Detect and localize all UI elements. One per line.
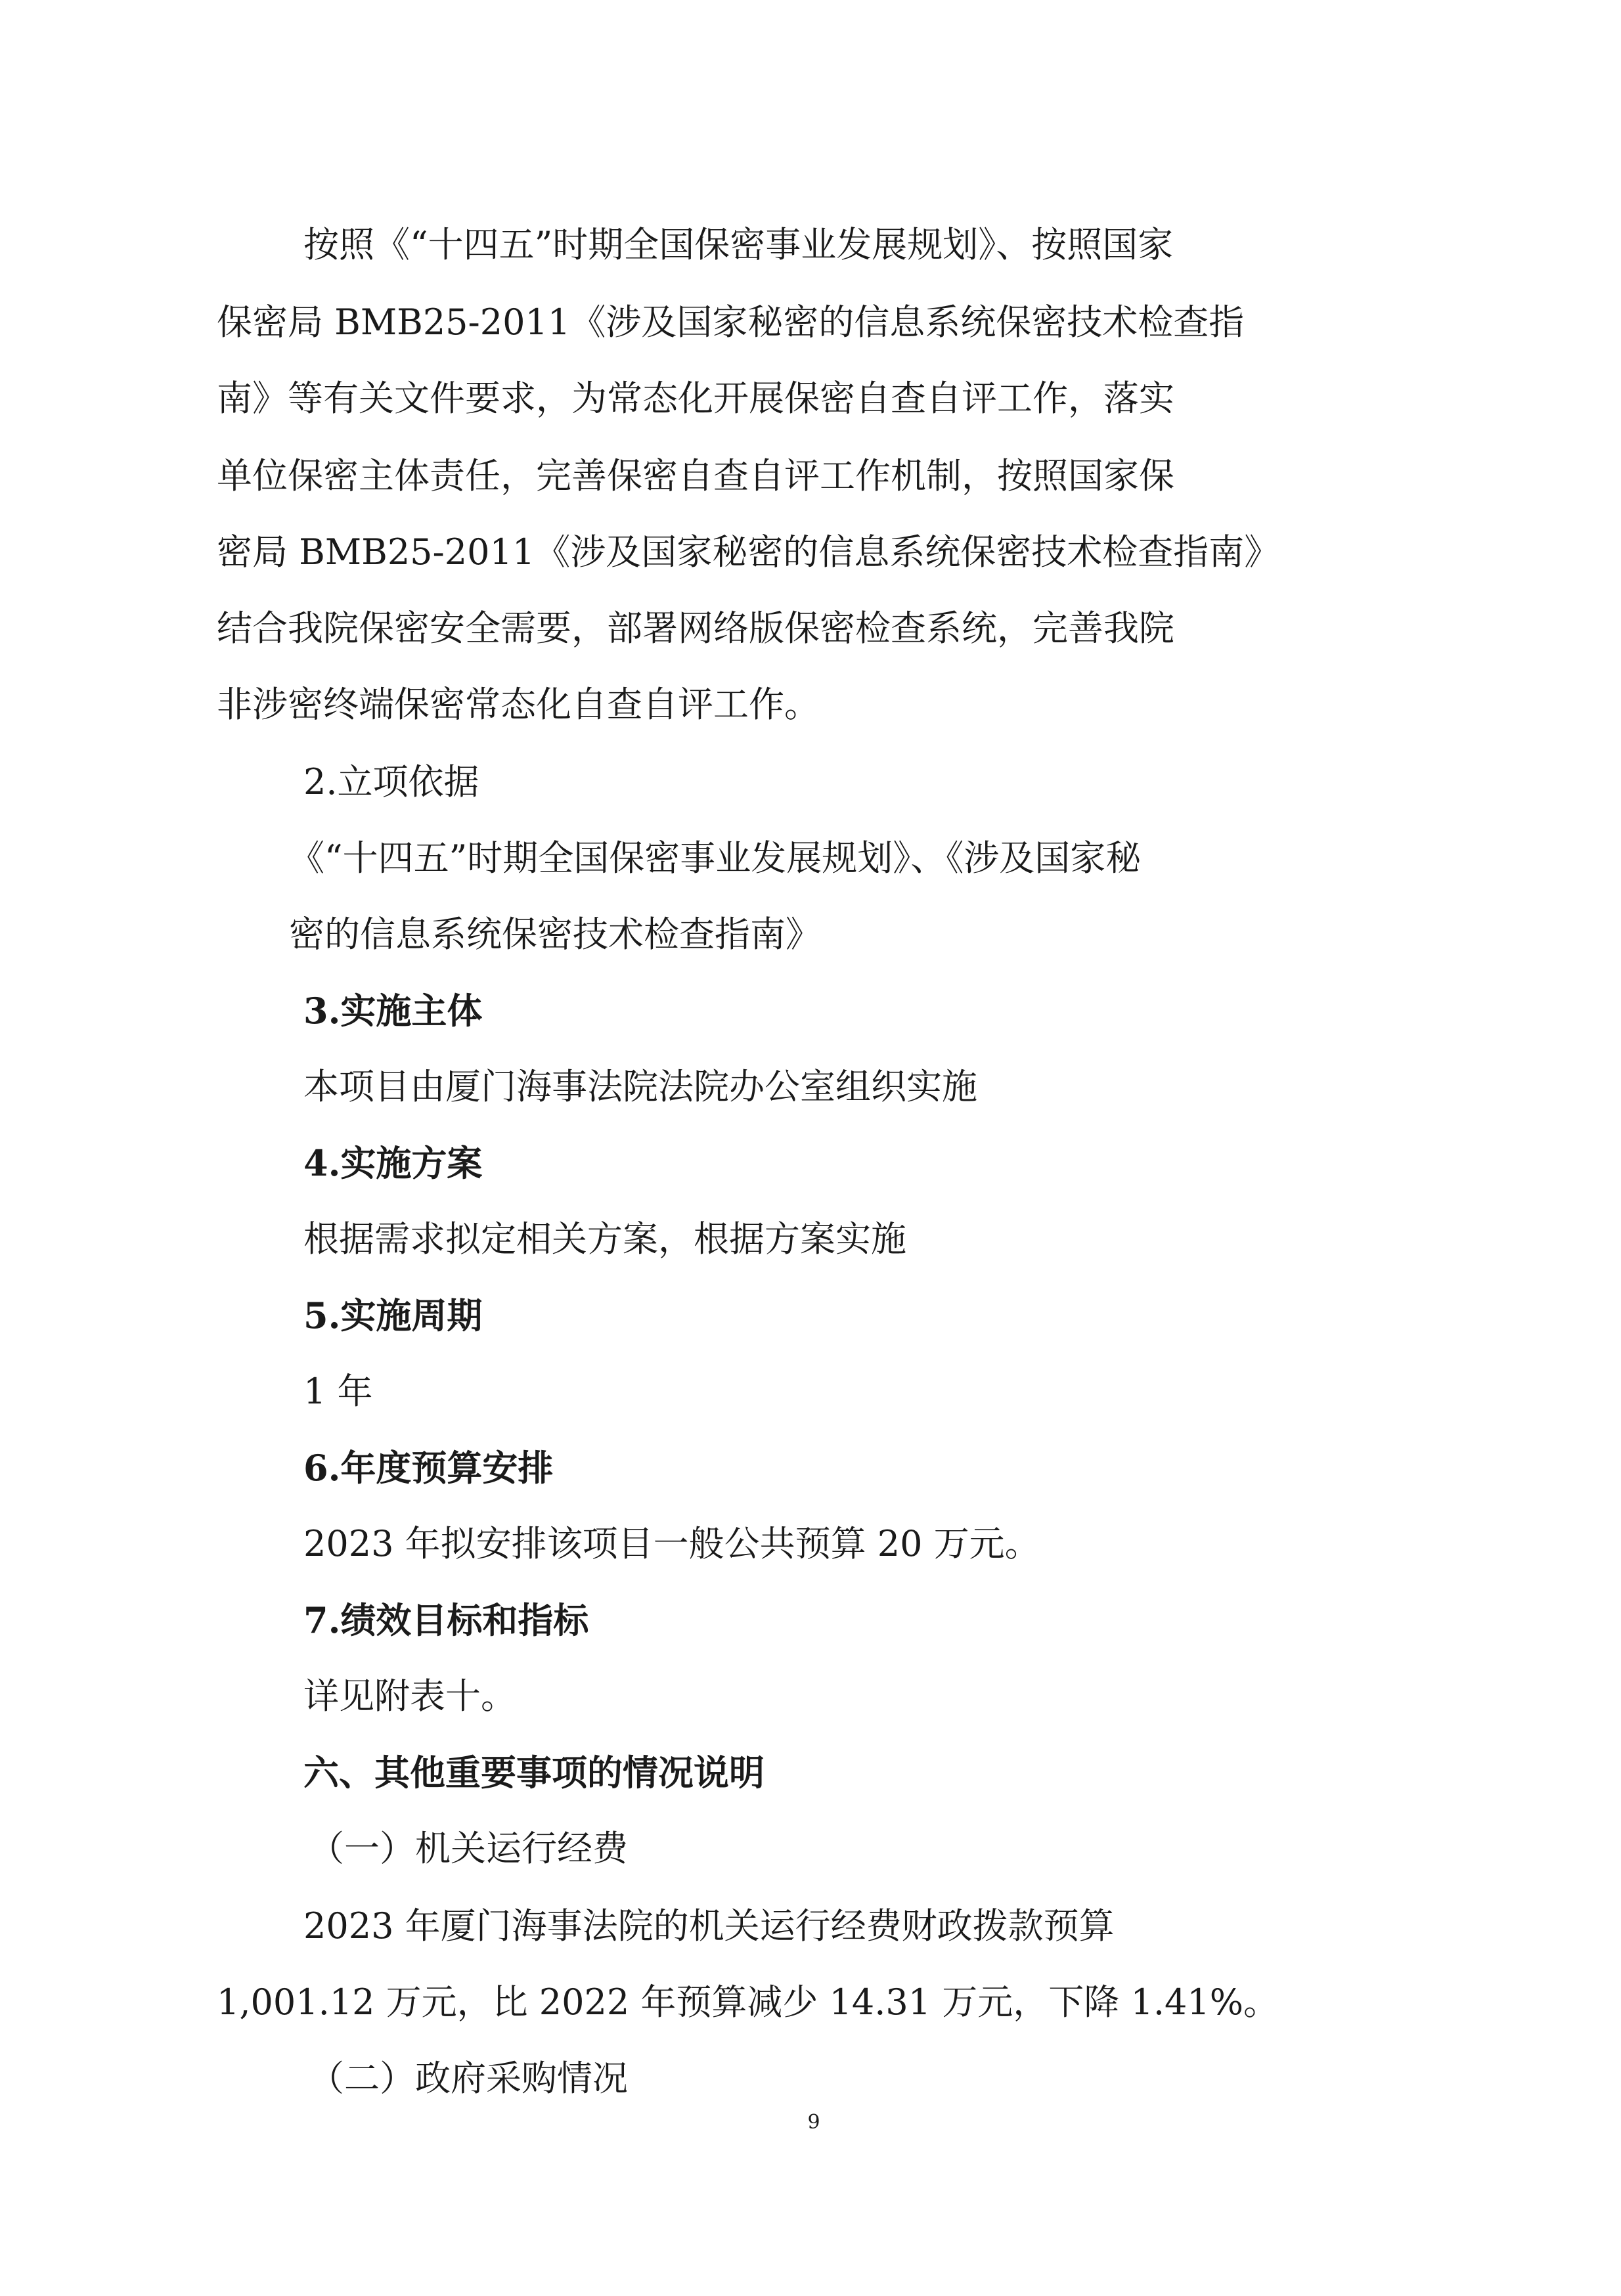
paragraph-line: 保密局 BMB25-2011《涉及国家秘密的信息系统保密技术检查指 [217,301,1245,343]
paragraph-line: 详见附表十。 [303,1675,516,1717]
section-heading: 5.实施周期 [303,1294,483,1336]
paragraph-line: 本项目由厦门海事法院法院办公室组织实施 [303,1066,977,1107]
paragraph-line: 1 年 [303,1371,373,1412]
section-heading: 2.立项依据 [303,761,479,803]
paragraph-line: 结合我院保密安全需要，部署网络版保密检查系统，完善我院 [217,607,1174,649]
subsection-heading: （二）政府采购情况 [309,2058,628,2099]
paragraph-line: 南》等有关文件要求，为常态化开展保密自查自评工作，落实 [217,378,1174,419]
paragraph-line: 非涉密终端保密常态化自查自评工作。 [217,684,820,725]
paragraph-line: 2023 年厦门海事法院的机关运行经费财政拨款预算 [303,1905,1115,1947]
paragraph-line: 《“十四五”时期全国保密事业发展规划》、《涉及国家秘 [289,837,1142,879]
page-number: 9 [807,2111,820,2134]
section-heading: 3.实施主体 [303,990,483,1032]
section-heading: 7.绩效目标和指标 [303,1599,589,1641]
paragraph-line: 按照《“十四五”时期全国保密事业发展规划》、按照国家 [303,224,1174,265]
paragraph-line: 1,001.12 万元，比 2022 年预算减少 14.31 万元，下降 1.41%。 [217,1981,1279,2023]
paragraph-line: 密局 BMB25-2011《涉及国家秘密的信息系统保密技术检查指南》 [217,531,1280,573]
section-heading: 4.实施方案 [303,1142,483,1184]
paragraph-line: 根据需求拟定相关方案，根据方案实施 [303,1218,906,1260]
paragraph-line: 单位保密主体责任，完善保密自查自评工作机制，按照国家保 [217,455,1174,497]
section-heading: 6.年度预算安排 [303,1447,554,1489]
paragraph-line: 2023 年拟安排该项目一般公共预算 20 万元。 [303,1523,1040,1564]
subsection-heading: （一）机关运行经费 [309,1828,628,1869]
part-heading: 六、其他重要事项的情况说明 [303,1752,765,1794]
paragraph-line: 密的信息系统保密技术检查指南》 [289,914,821,955]
